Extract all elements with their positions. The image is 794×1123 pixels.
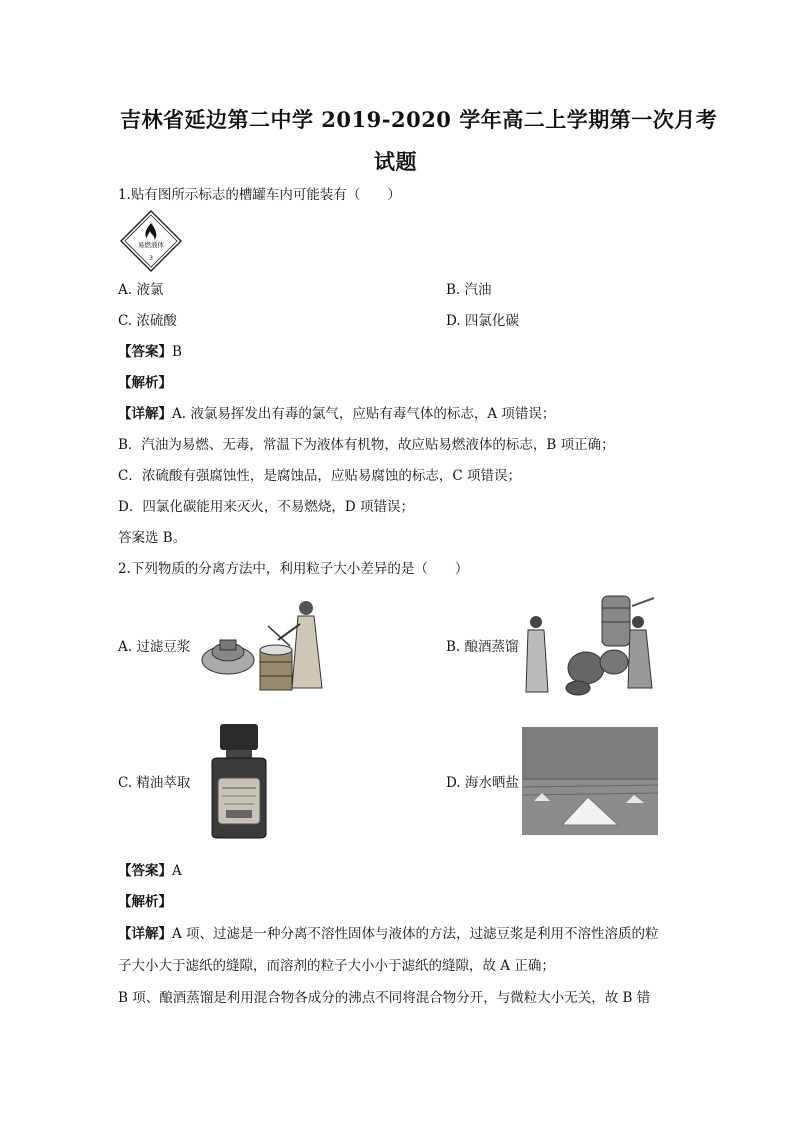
q2-detail-line: B 项、酿酒蒸馏是利用混合物各成分的沸点不同将混合物分开，与微粒大小无关，故 B 错 <box>118 990 651 1006</box>
q1-detail-line: C．浓硫酸有强腐蚀性，是腐蚀品，应贴易腐蚀的标志，C 项错误； <box>118 468 521 484</box>
q1-conclusion: 答案选 B。 <box>118 530 187 546</box>
answer-label: 【答案】 <box>118 863 172 879</box>
q2-option-c: C. 精油萃取 <box>118 775 191 791</box>
detail-text: A. 液氯易挥发出有毒的氯气，应贴有毒气体的标志，A 项错误； <box>172 406 556 422</box>
sea-salt-drying-illustration <box>522 727 658 835</box>
q2-analysis-label: 【解析】 <box>118 894 172 910</box>
wine-distillation-illustration <box>522 592 656 696</box>
answer-value: B <box>172 344 182 360</box>
q1-option-c: C. 浓硫酸 <box>118 313 177 329</box>
q1-option-b: B. 汽油 <box>446 282 492 298</box>
detail-label: 【详解】 <box>118 406 172 422</box>
q1-option-d: D. 四氯化碳 <box>446 313 519 329</box>
q1-stem: 1.贴有图所示标志的槽罐车内可能装有（ ） <box>118 187 401 203</box>
q1-option-a: A. 液氯 <box>118 282 164 298</box>
q2-option-b: B. 酿酒蒸馏 <box>446 639 519 655</box>
q2-option-d: D. 海水晒盐 <box>446 775 519 791</box>
q2-answer <box>118 862 182 880</box>
detail-text: A 项、过滤是一种分离不溶性固体与液体的方法，过滤豆浆是利用不溶性溶质的粒 <box>172 926 659 942</box>
sign-class: 3 <box>149 255 153 262</box>
q2-detail-line: 子大小大于滤纸的缝隙，而溶剂的粒子大小小于滤纸的缝隙，故 A 正确； <box>118 958 555 974</box>
answer-value: A <box>172 863 182 879</box>
page-title: 吉林省延边第二中学 2019-2020 学年高二上学期第一次月考 <box>120 107 718 132</box>
q1-analysis-label: 【解析】 <box>118 375 172 391</box>
q1-detail-line: B．汽油为易燃、无毒，常温下为液体有机物，故应贴易燃液体的标志，B 项正确； <box>118 437 615 453</box>
detail-label: 【详解】 <box>118 926 172 942</box>
q2-stem: 2.下列物质的分离方法中，利用粒子大小差异的是（ ） <box>118 561 469 577</box>
sign-label: 易燃液体 <box>138 241 164 249</box>
filtering-soymilk-illustration <box>198 592 330 696</box>
page-title-continued: 试题 <box>374 149 417 174</box>
q2-detail-line <box>118 925 659 943</box>
flammable-liquid-sign <box>120 210 182 272</box>
q2-option-a: A. 过滤豆浆 <box>118 639 191 655</box>
q1-answer <box>118 343 182 361</box>
q1-detail-line <box>118 405 555 423</box>
answer-label: 【答案】 <box>118 344 172 360</box>
q1-detail-line: D．四氯化碳能用来灭火，不易燃烧，D 项错误； <box>118 499 414 515</box>
essential-oil-bottle-illustration <box>202 722 278 840</box>
